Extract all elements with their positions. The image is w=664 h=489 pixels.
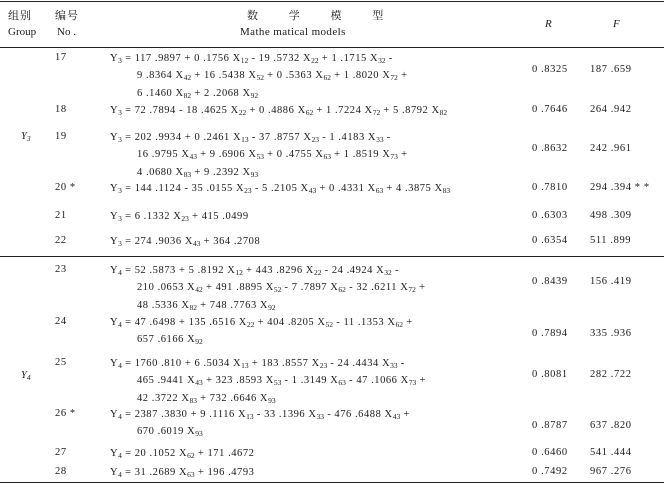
model-equation: $Y_3 = 117$ .9897 + 0 .1756 $X_{12} - 19$ .5732 $X_{22} + 1$ .1715 $X_{32}$ - 9 .8364 $X_{42} + 16$ .5438 $X_{52} + 0$ .5363 $X_{62} + 1$ .8020 $X_{72}$ + 6 .1460 $X_{82} + 2$ .2068 $X_{92}$ <box>110 53 408 100</box>
f-value: 264 .942 <box>590 104 632 115</box>
f-value: 637 .820 <box>590 420 632 431</box>
f-value: 242 .961 <box>590 143 632 154</box>
r-value: 0 .8787 <box>532 420 568 431</box>
model-equation: $Y_3 = 202$ .9934 + 0 .2461 $X_{13} - 37$ .8757 $X_{23} - 1$ .4183 $X_{33}$ - 16 .9795 $X_{43} + 9$ .6906 $X_{53} + 0$ .4755 $X_{63} + 1$ .8519 $X_{73}$ + 4 .0680 $X_{83} + 9$ .2392 $X_{93}$ <box>110 132 408 179</box>
model-equation: $Y_4 = 52$ .5873 + 5 .8192 $X_{12} + 443$ .8296 $X_{22} - 24$ .4924 $X_{32}$ - 210 .0653 $X_{42} + 491$ .8895 $X_{52} - 7$ .7897 $X_{62} - 32$ .6211 $X_{72}$ + 48 .5336 $X_{82} + 748$ .7763 $X_{92}$ <box>110 265 426 312</box>
r-value: 0 .8632 <box>532 143 568 154</box>
row-number: 23 <box>55 264 67 275</box>
row-number: 19 <box>55 131 67 142</box>
header-f: F <box>613 18 620 30</box>
model-equation: $Y_4 = 47$ .6498 + 135 .6516 $X_{22} + 404$ .8205 $X_{52} - 11$ .1353 $X_{62}$ + 657 .6166 $X_{92}$ <box>110 317 413 347</box>
model-equation: $Y_3 = 144$ .1124 - 35 .0155 $X_{23} - 5$ .2105 $X_{43} + 0$ .4331 $X_{63} + 4$ .3875 $X_{83}$ <box>110 183 451 195</box>
header-group-zh: 组别 <box>8 10 32 22</box>
r-value: 0 .7810 <box>532 182 568 193</box>
row-number: 18 <box>55 104 67 115</box>
header-rule <box>0 47 664 48</box>
row-number: 17 <box>55 52 67 63</box>
header-group-en: Group <box>8 26 37 38</box>
bottom-rule <box>0 482 664 483</box>
f-value: 156 .419 <box>590 276 632 287</box>
row-number: 26 * <box>55 408 76 419</box>
header-r: R <box>545 18 552 30</box>
row-number: 24 <box>55 316 67 327</box>
f-value: 335 .936 <box>590 328 632 339</box>
row-number: 22 <box>55 235 67 246</box>
model-equation: $Y_3 = 72$ .7894 - 18 .4625 $X_{22} + 0$ .4886 $X_{62} + 1$ .7224 $X_{72} + 5$ .8792 $X_{82}$ <box>110 105 448 117</box>
r-value: 0 .7894 <box>532 328 568 339</box>
group-label-y4: $Y_4$ <box>21 370 31 382</box>
f-value: 294 .394 * * <box>590 182 650 193</box>
r-value: 0 .6354 <box>532 235 568 246</box>
group-divider-rule <box>0 256 664 257</box>
f-value: 187 .659 <box>590 64 632 75</box>
f-value: 282 .722 <box>590 369 632 380</box>
row-number: 27 <box>55 447 67 458</box>
f-value: 498 .309 <box>590 210 632 221</box>
header-model-en: Mathe matical models <box>240 26 346 38</box>
r-value: 0 .6303 <box>532 210 568 221</box>
r-value: 0 .7646 <box>532 104 568 115</box>
f-value: 511 .899 <box>590 235 632 246</box>
r-value: 0 .8439 <box>532 276 568 287</box>
f-value: 541 .444 <box>590 447 632 458</box>
row-number: 21 <box>55 210 67 221</box>
top-rule <box>0 1 664 2</box>
r-value: 0 .6460 <box>532 447 568 458</box>
header-model-zh: 数 学 模 型 <box>247 10 398 22</box>
model-equation: $Y_4 = 1760$ .810 + 6 .5034 $X_{13} + 183$ .8557 $X_{23} - 24$ .4434 $X_{33}$ - 465 .9441 $X_{43} + 323$ .8593 $X_{53} - 1$ .3149 $X_{63} - 47$ .1066 $X_{73}$ + 42 .3722 $X_{83} + 732$ .6646 $X_{93}$ <box>110 358 426 405</box>
row-number: 28 <box>55 466 67 477</box>
group-label-y3: $Y_3$ <box>21 131 31 143</box>
model-equation: $Y_3 = 274$ .9036 $X_{43} + 364$ .2708 <box>110 236 261 248</box>
header-no-en: No . <box>57 26 76 38</box>
row-number: 20 * <box>55 182 76 193</box>
r-value: 0 .7492 <box>532 466 568 477</box>
model-equation: $Y_3 = 6$ .1332 $X_{23} + 415$ .0499 <box>110 211 249 223</box>
header-no-zh: 编号 <box>55 10 79 22</box>
model-equation: $Y_4 = 31$ .2689 $X_{63} + 196$ .4793 <box>110 467 255 479</box>
r-value: 0 .8325 <box>532 64 568 75</box>
model-equation: $Y_4 = 20$ .1052 $X_{62} + 171$ .4672 <box>110 448 255 460</box>
model-equation: $Y_4 = 2387$ .3830 + 9 .1116 $X_{13} - 33$ .1396 $X_{33} - 476$ .6488 $X_{43}$ + 670 .6019 $X_{93}$ <box>110 409 410 439</box>
f-value: 967 .276 <box>590 466 632 477</box>
r-value: 0 .8081 <box>532 369 568 380</box>
row-number: 25 <box>55 357 67 368</box>
